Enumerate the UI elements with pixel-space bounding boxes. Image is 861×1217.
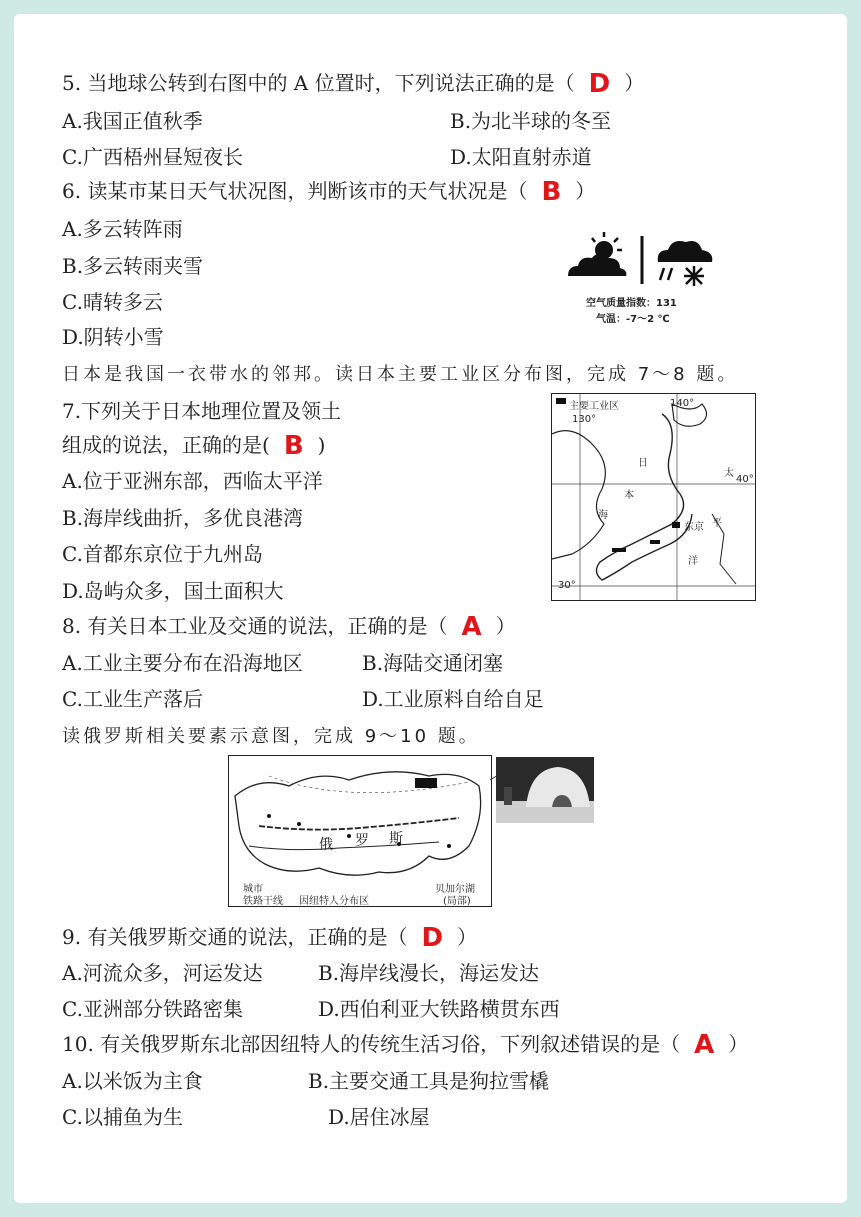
russia-label-luo: 罗 bbox=[355, 833, 369, 849]
legend-rail: 铁路干线 bbox=[243, 896, 283, 907]
q7-stem-line2 bbox=[62, 432, 325, 459]
partly-cloudy-icon bbox=[568, 232, 626, 276]
q5-option-c: C.广西梧州昼短夜长 bbox=[62, 145, 243, 169]
q6-option-d: D.阴转小雪 bbox=[62, 325, 164, 349]
weather-icons bbox=[562, 228, 722, 292]
sleet-icon bbox=[658, 241, 713, 286]
weather-figure bbox=[562, 228, 722, 328]
q10-answer: A bbox=[694, 1030, 715, 1060]
igloo-photo bbox=[496, 757, 594, 823]
q5-option-b: B.为北半球的冬至 bbox=[450, 109, 612, 133]
q10-stem bbox=[62, 1031, 748, 1058]
russia-intro: 读俄罗斯相关要素示意图，完成 9～10 题。 bbox=[62, 726, 480, 747]
russia-label-e: 俄 bbox=[319, 837, 333, 853]
q5-option-a: A.我国正值秋季 bbox=[62, 109, 203, 133]
q10-stem-text: 10. 有关俄罗斯东北部因纽特人的传统生活习俗，下列叙述错误的是（ bbox=[62, 1032, 681, 1056]
russia-label-si: 斯 bbox=[389, 831, 403, 847]
q8-option-a: A.工业主要分布在沿海地区 bbox=[62, 651, 303, 675]
russia-map bbox=[228, 755, 492, 907]
lon-130-label: 130° bbox=[572, 414, 597, 425]
map-char-hai: 海 bbox=[598, 510, 608, 521]
q10-option-b: B.主要交通工具是狗拉雪橇 bbox=[308, 1069, 550, 1093]
inset-note-1: 贝加尔湖 bbox=[435, 884, 475, 895]
aqi-text: 空气质量指数：131 bbox=[586, 298, 677, 309]
japan-map bbox=[551, 393, 756, 601]
igloo-photo-drawing bbox=[496, 757, 594, 823]
q8-stem-text: 8. 有关日本工业及交通的说法，正确的是（ bbox=[62, 614, 448, 638]
q8-stem bbox=[62, 613, 516, 640]
q9-stem-text: 9. 有关俄罗斯交通的说法，正确的是（ bbox=[62, 925, 408, 949]
q7-stem-text: 组成的说法，正确的是( bbox=[62, 433, 270, 457]
q7-option-d: D.岛屿众多，国土面积大 bbox=[62, 579, 284, 603]
q6-answer: B bbox=[541, 177, 562, 207]
q10-option-d: D.居住冰屋 bbox=[328, 1105, 430, 1129]
q7-answer: B bbox=[283, 431, 304, 461]
q6-option-b: B.多云转雨夹雪 bbox=[62, 254, 204, 278]
q8-option-d: D.工业原料自给自足 bbox=[362, 687, 544, 711]
temp-text: 气温：-7～2 ℃ bbox=[596, 314, 670, 325]
q6-option-a: A.多云转阵雨 bbox=[62, 217, 183, 241]
map-legend-label: 主要工业区 bbox=[569, 401, 619, 412]
lat-40-label: 40° bbox=[736, 474, 754, 485]
q10-option-a: A.以米饭为主食 bbox=[62, 1069, 203, 1093]
q5-stem bbox=[62, 70, 644, 97]
japan-intro: 日本是我国一衣带水的邻邦。读日本主要工业区分布图，完成 7～8 题。 bbox=[62, 364, 739, 385]
q8-stem-close: ） bbox=[495, 614, 516, 638]
q9-option-c: C.亚洲部分铁路密集 bbox=[62, 997, 243, 1021]
q9-option-a: A.河流众多，河运发达 bbox=[62, 961, 263, 985]
q10-option-c: C.以捕鱼为生 bbox=[62, 1105, 183, 1129]
q6-option-c: C.晴转多云 bbox=[62, 290, 163, 314]
lat-30-label: 30° bbox=[558, 580, 576, 591]
q8-option-c: C.工业生产落后 bbox=[62, 687, 203, 711]
q5-answer: D bbox=[588, 69, 611, 99]
map-char-ri: 日 bbox=[638, 458, 648, 469]
legend-city: 城市 bbox=[243, 884, 263, 895]
q7-option-c: C.首都东京位于九州岛 bbox=[62, 542, 263, 566]
map-label-tokyo: 东京 bbox=[684, 522, 704, 533]
q10-stem-close: ） bbox=[728, 1032, 749, 1056]
q9-stem bbox=[62, 924, 477, 951]
q7-stem-line1: 7.下列关于日本地理位置及领土 bbox=[62, 399, 342, 423]
map-char-ben: 本 bbox=[624, 490, 634, 501]
q9-answer: D bbox=[421, 923, 444, 953]
inset-note-2: (局部) bbox=[443, 896, 471, 907]
q9-option-b: B.海岸线漫长，海运发达 bbox=[318, 961, 540, 985]
q5-stem-text: 5. 当地球公转到右图中的 A 位置时，下列说法正确的是（ bbox=[62, 71, 575, 95]
q5-option-d: D.太阳直射赤道 bbox=[450, 145, 592, 169]
q7-stem-close: ) bbox=[317, 433, 326, 457]
q6-stem-text: 6. 读某市某日天气状况图，判断该市的天气状况是（ bbox=[62, 179, 528, 203]
legend-inuit: 因纽特人分布区 bbox=[299, 896, 369, 907]
q9-option-d: D.西伯利亚大铁路横贯东西 bbox=[318, 997, 560, 1021]
q8-option-b: B.海陆交通闭塞 bbox=[362, 651, 504, 675]
lon-140-top-label: 140° bbox=[670, 398, 695, 409]
map-char-tai: 太 bbox=[724, 468, 734, 479]
q8-answer: A bbox=[461, 612, 482, 642]
q7-option-a: A.位于亚洲东部，西临太平洋 bbox=[62, 469, 323, 493]
q9-stem-close: ） bbox=[457, 925, 478, 949]
map-char-yang: 洋 bbox=[688, 556, 698, 567]
q6-stem-close: ） bbox=[575, 179, 596, 203]
q5-stem-close: ） bbox=[624, 71, 645, 95]
map-char-ping: 平 bbox=[712, 518, 722, 529]
q6-stem bbox=[62, 178, 595, 205]
q7-option-b: B.海岸线曲折，多优良港湾 bbox=[62, 506, 304, 530]
